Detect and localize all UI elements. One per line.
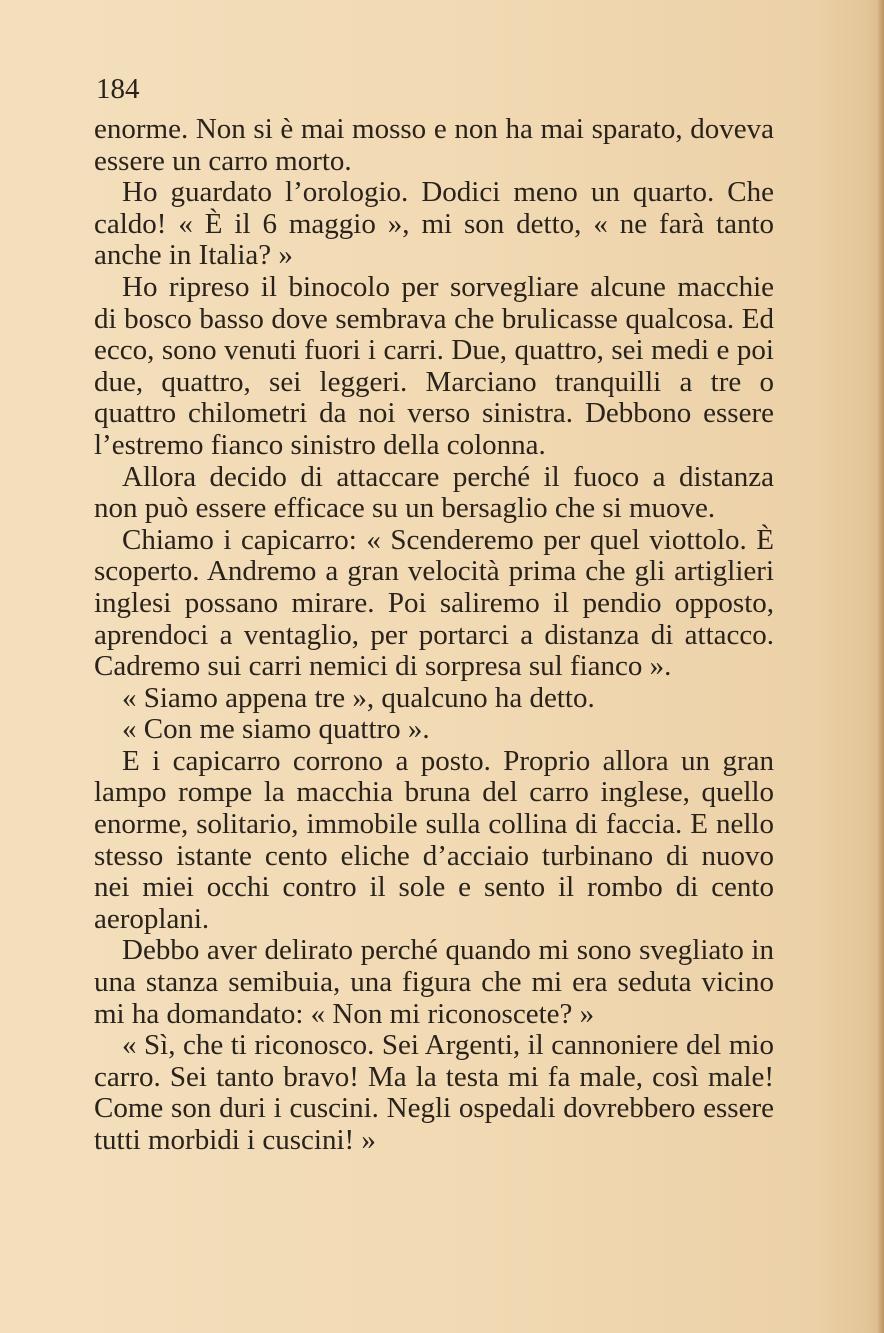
paragraph-5: Chiamo i capicarro: « Scenderemo per quel viottolo. È scoperto. Andremo a gran velocità prima che gli artiglieri inglesi possano mirare. Poi saliremo il pendio opposto, aprendoci a ventaglio, per portarci a distanza di attacco. Cadremo sui carri nemici di sorpresa sul fianco ». xyxy=(94,523,774,683)
paragraph-1: enorme. Non si è mai mosso e non ha mai sparato, doveva essere un carro morto. xyxy=(94,113,774,177)
paragraph-8: E i capicarro corrono a posto. Proprio allora un gran lampo rompe la macchia bruna del carro inglese, quello enorme, solitario, immobile sulla collina di faccia. E nello stesso istante cento eliche d’acciaio turbinano di nuovo nei miei occhi contro il sole e sento il rombo di cento aeroplani. xyxy=(94,744,774,935)
paragraph-9: Debbo aver delirato perché quando mi sono svegliato in una stanza semibuia, una figura che mi era seduta vicino mi ha domandato: « Non mi riconoscete? » xyxy=(94,934,774,1030)
paragraph-10: « Sì, che ti riconosco. Sei Argenti, il cannoniere del mio carro. Sei tanto bravo! Ma la testa mi fa male, così male! Come son duri i cuscini. Negli ospedali dovrebbero essere tutti morbidi i cuscini! » xyxy=(94,1029,774,1156)
page-number: 184 xyxy=(96,73,140,105)
paragraph-4: Allora decido di attaccare perché il fuoco a distanza non può essere efficace su un bersaglio che si muove. xyxy=(94,460,774,525)
page-edge xyxy=(876,0,884,1333)
paragraph-3: Ho ripreso il binocolo per sorvegliare alcune macchie di bosco basso dove sembrava che brulicasse qualcosa. Ed ecco, sono venuti fuori i carri. Due, quattro, sei medi e poi due, quattro, sei leggeri. Marciano tranquilli a tre o quattro chilometri da noi verso sinistra. Debbono essere l’estremo fianco sinistro della colonna. xyxy=(94,270,774,461)
paragraph-2: Ho guardato l’orologio. Dodici meno un quarto. Che caldo! « È il 6 maggio », mi son detto, « ne farà tanto anche in Italia? » xyxy=(94,176,774,272)
paragraph-7: « Con me siamo quattro ». xyxy=(122,713,430,746)
body-text xyxy=(94,114,774,1157)
paragraph-6: « Siamo appena tre », qualcuno ha detto. xyxy=(122,681,595,714)
